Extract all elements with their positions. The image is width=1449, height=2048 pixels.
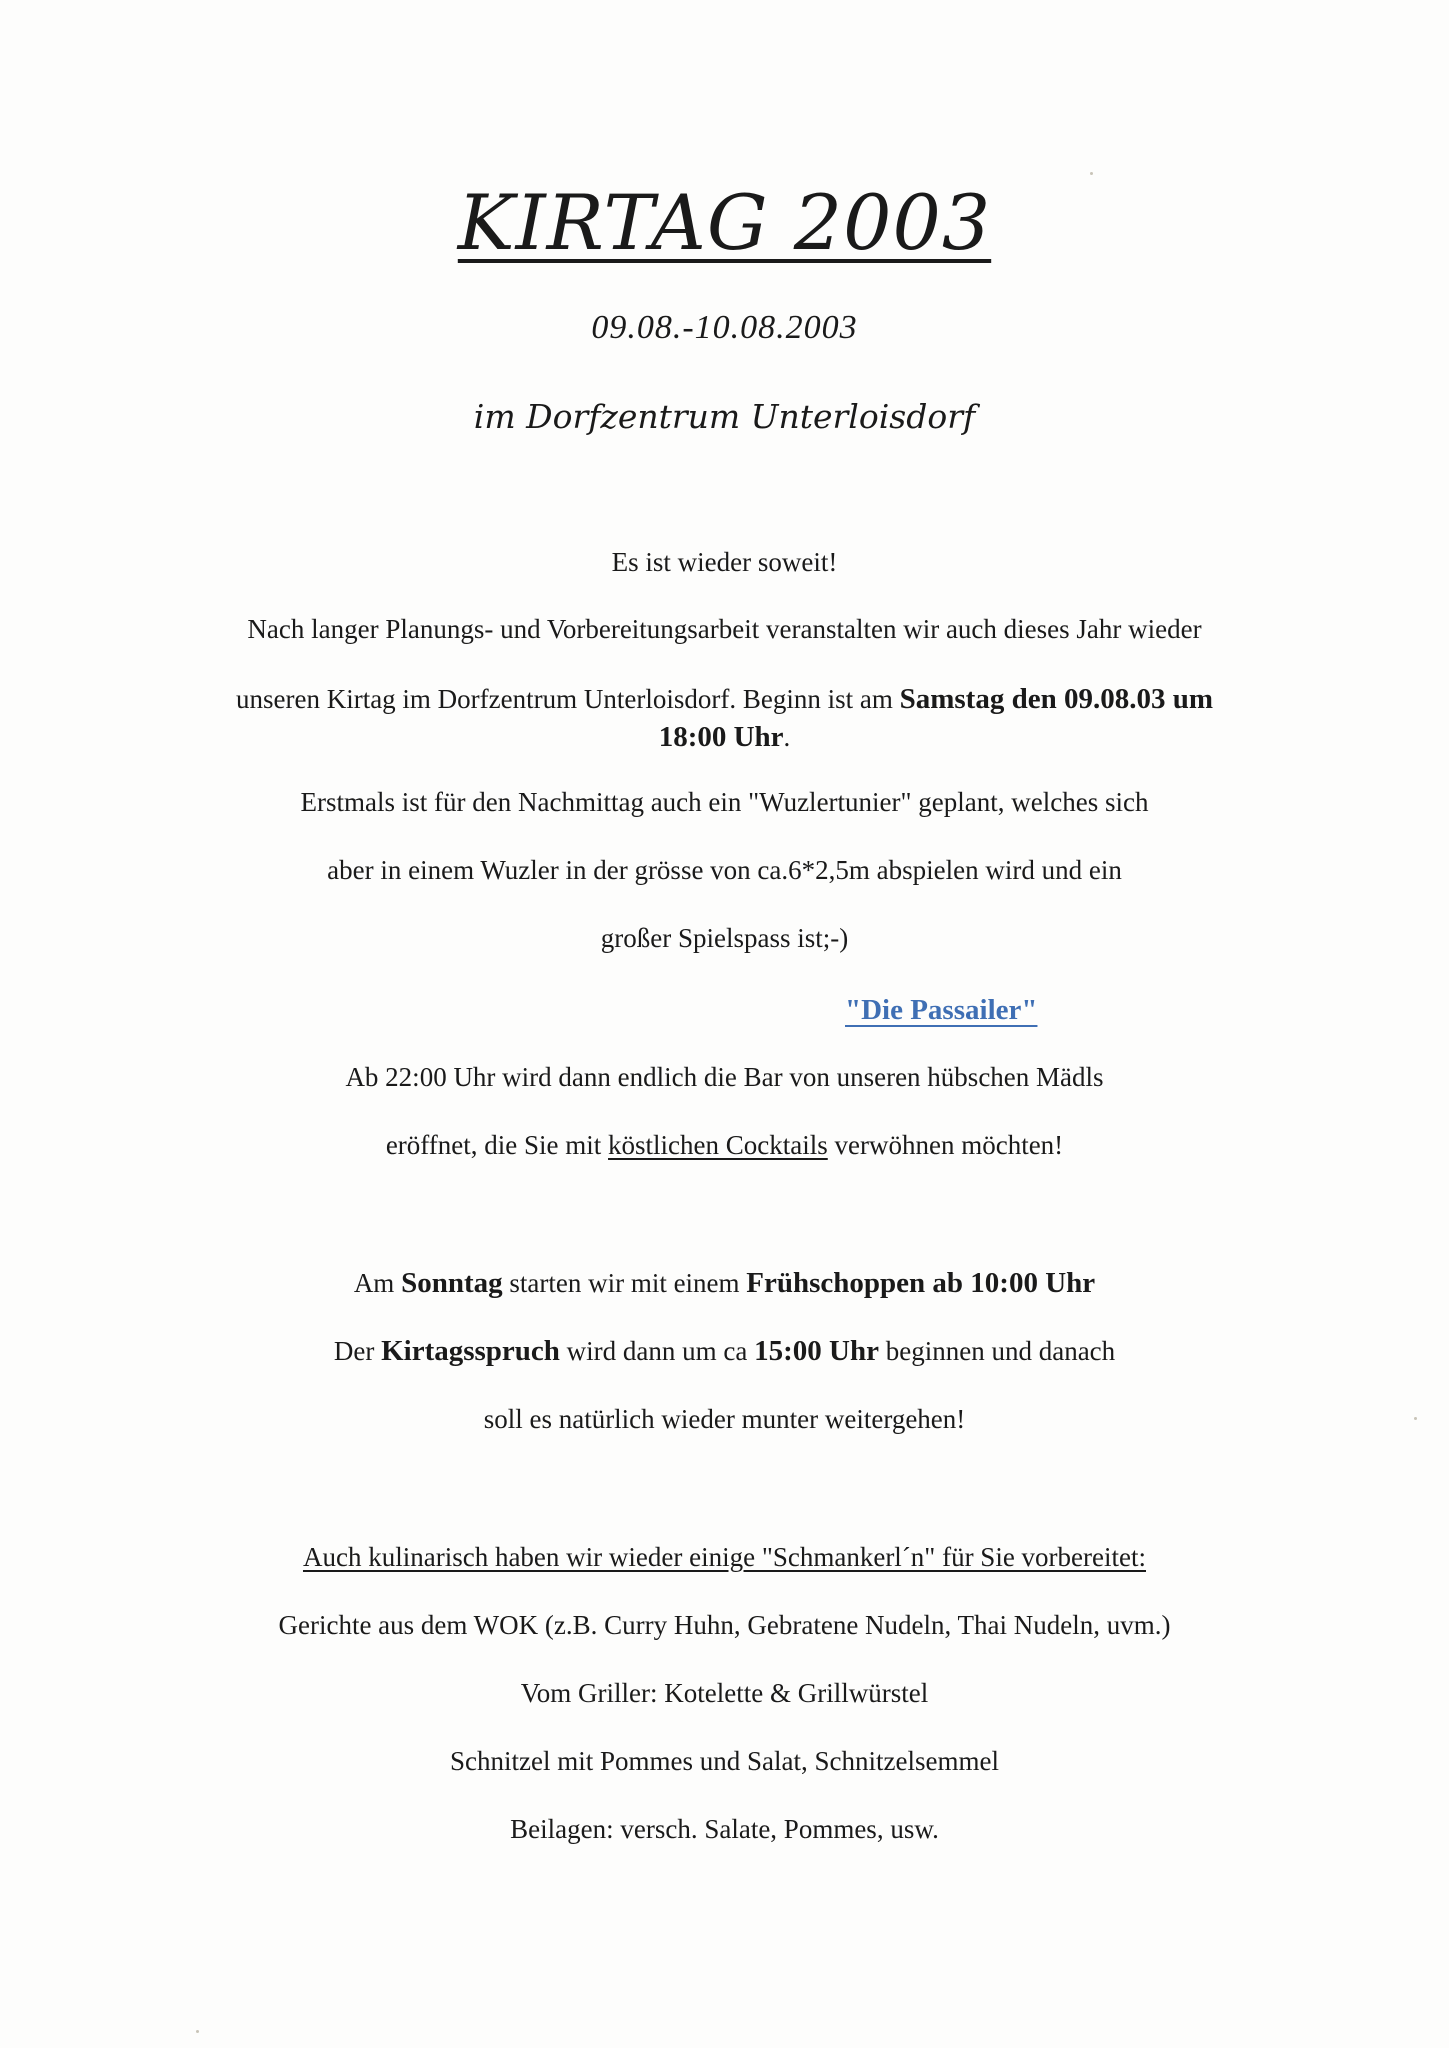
tournament-line-3: großer Spielspass ist;-) (600, 923, 849, 953)
tournament-line-1: Erstmals ist für den Nachmittag auch ein "Wuzlertunier" geplant, welches sich (300, 787, 1149, 817)
band-name-link[interactable]: "Die Passailer" (845, 994, 1038, 1026)
start-time-text: 18:00 Uhr (658, 721, 784, 753)
food-heading: Auch kulinarisch haben wir wieder einige "Schmankerl´n" für Sie vorbereitet: (302, 1542, 1146, 1572)
sunday-l1-pre: Am (353, 1268, 402, 1298)
sunday-l2-mid: wird dann um ca (559, 1336, 755, 1366)
page-title: KIRTAG 2003 (457, 178, 992, 267)
sunday-line-2 (0, 1334, 1449, 1368)
bar-line-1: Ab 22:00 Uhr wird dann endlich die Bar von unseren hübschen Mädls (345, 1062, 1104, 1092)
bar-line-2-pre: eröffnet, die Sie mit (385, 1130, 609, 1160)
start-day-text: Samstag den 09.08.03 um (899, 683, 1213, 715)
sunday-day-text: Sonntag (401, 1267, 503, 1299)
intro-line-3-text: unseren Kirtag im Dorfzentrum Unterloisdorf. Beginn ist am (235, 684, 900, 714)
scan-speck (196, 2030, 199, 2033)
food-item: Schnitzel mit Pommes und Salat, Schnitzelsemmel (450, 1746, 999, 1776)
bar-line-2-post: verwöhnen möchten! (827, 1130, 1064, 1160)
intro-line-1: Es ist wieder soweit! (611, 547, 838, 577)
kirtagsspruch-text: Kirtagsspruch (381, 1335, 560, 1367)
tournament-line-2: aber in einem Wuzler in der grösse von ca.6*2,5m abspielen wird und ein (327, 855, 1122, 885)
spruch-time-text: 15:00 Uhr (754, 1335, 879, 1367)
fruehschoppen-text: Frühschoppen ab 10:00 Uhr (746, 1267, 1096, 1299)
sunday-line-1 (0, 1266, 1449, 1300)
intro-line-2: Nach langer Planungs- und Vorbereitungsarbeit veranstalten wir auch dieses Jahr wieder (247, 614, 1202, 644)
sunday-line-3: soll es natürlich wieder munter weitergehen! (483, 1404, 966, 1434)
food-item: Vom Griller: Kotelette & Grillwürstel (520, 1678, 929, 1708)
bar-line-2 (0, 1128, 1449, 1162)
scan-speck (1090, 172, 1093, 175)
start-time-suffix: . (783, 722, 791, 752)
food-item: Gerichte aus dem WOK (z.B. Curry Huhn, Gebratene Nudeln, Thai Nudeln, uvm.) (278, 1610, 1171, 1640)
sunday-l2-post: beginnen und danach (878, 1336, 1116, 1366)
event-venue: im Dorfzentrum Unterloisdorf (473, 397, 976, 436)
event-date: 09.08.-10.08.2003 (591, 309, 858, 346)
sunday-l1-mid: starten wir mit einem (502, 1268, 747, 1298)
cocktails-text: köstlichen Cocktails (608, 1130, 828, 1160)
food-item: Beilagen: versch. Salate, Pommes, usw. (510, 1814, 939, 1844)
intro-line-3 (0, 682, 1449, 716)
sunday-l2-pre: Der (333, 1336, 382, 1366)
intro-line-4 (0, 720, 1449, 754)
scan-speck (1414, 1417, 1417, 1420)
